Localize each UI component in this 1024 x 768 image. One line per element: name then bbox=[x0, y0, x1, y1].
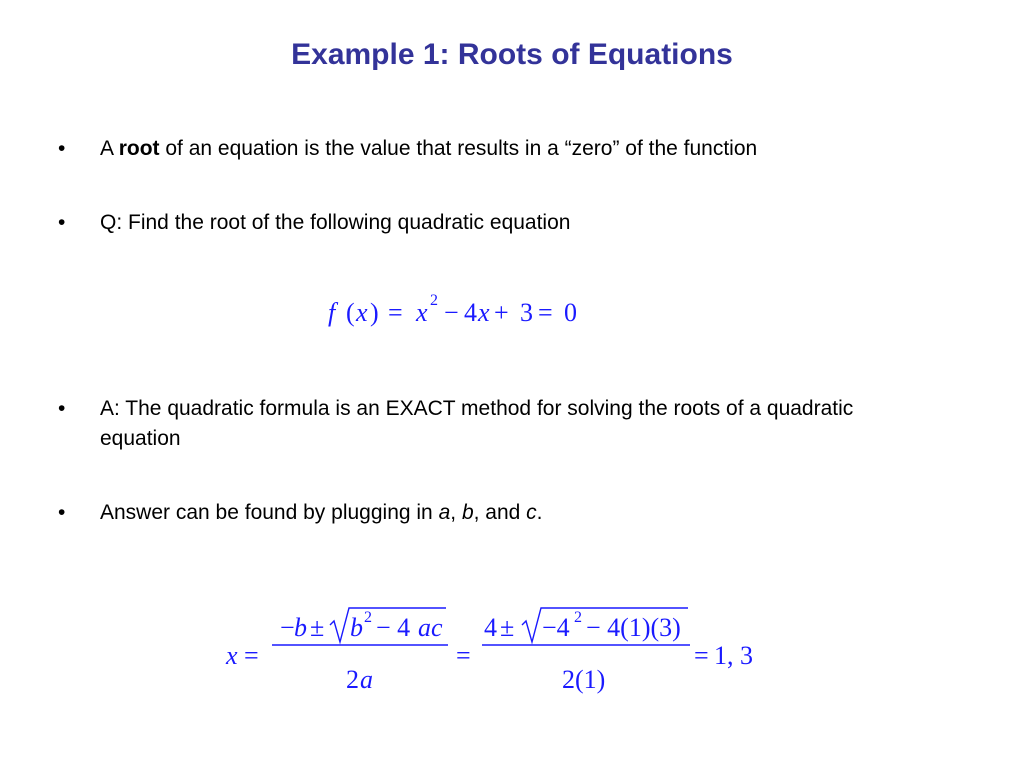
svg-text:=: = bbox=[244, 641, 259, 670]
svg-text:b: b bbox=[294, 613, 307, 642]
bullet-question: • Q: Find the root of the following quadratic equation bbox=[58, 208, 938, 238]
svg-text:−4: −4 bbox=[542, 613, 570, 642]
svg-text:=: = bbox=[694, 641, 709, 670]
svg-text:3: 3 bbox=[520, 298, 533, 327]
bullet-root-definition: • A root of an equation is the value that results in a “zero” of the function bbox=[58, 134, 938, 164]
svg-text:=: = bbox=[456, 641, 471, 670]
svg-text:− 4(1)(3): − 4(1)(3) bbox=[586, 613, 681, 642]
svg-text:a: a bbox=[360, 665, 373, 694]
svg-text:0: 0 bbox=[564, 298, 577, 327]
slide-title: Example 1: Roots of Equations bbox=[291, 38, 733, 71]
svg-text:=: = bbox=[388, 298, 403, 327]
svg-text:1, 3: 1, 3 bbox=[714, 641, 753, 670]
bullet-answer-method: • A: The quadratic formula is an EXACT method for solving the roots of a quadratic equation bbox=[58, 394, 938, 454]
quadratic-equation bbox=[320, 288, 600, 338]
svg-text:x: x bbox=[226, 641, 238, 670]
svg-text:±: ± bbox=[310, 613, 325, 642]
svg-text:− 4: − 4 bbox=[376, 613, 411, 642]
svg-text:−: − bbox=[444, 298, 459, 327]
bullet-answer-plugging: • Answer can be found by plugging in a, b, and c. bbox=[58, 498, 938, 528]
bullet-marker: • bbox=[58, 501, 66, 524]
svg-text:4: 4 bbox=[464, 298, 477, 327]
bullet-marker: • bbox=[58, 397, 66, 420]
term-root: root bbox=[118, 137, 160, 160]
svg-text:−: − bbox=[280, 613, 295, 642]
bullet-marker: • bbox=[58, 211, 66, 234]
svg-text:(: ( bbox=[346, 298, 355, 327]
svg-text:+: + bbox=[494, 298, 509, 327]
svg-text:x: x bbox=[356, 298, 368, 327]
svg-text:f: f bbox=[328, 298, 336, 327]
svg-text:x: x bbox=[416, 298, 428, 327]
svg-text:2: 2 bbox=[430, 292, 438, 309]
bullet-marker: • bbox=[58, 137, 66, 160]
svg-text:4: 4 bbox=[484, 613, 497, 642]
svg-text:2: 2 bbox=[346, 665, 359, 694]
svg-text:x: x bbox=[478, 298, 490, 327]
svg-text:2: 2 bbox=[364, 609, 372, 626]
svg-text:b: b bbox=[350, 613, 363, 642]
svg-text:2(1): 2(1) bbox=[562, 665, 606, 694]
svg-text:±: ± bbox=[500, 613, 515, 642]
svg-text:=: = bbox=[538, 298, 553, 327]
svg-text:): ) bbox=[370, 298, 379, 327]
svg-text:2: 2 bbox=[574, 609, 582, 626]
quadratic-formula-solution bbox=[220, 600, 780, 710]
svg-text:ac: ac bbox=[418, 613, 443, 642]
